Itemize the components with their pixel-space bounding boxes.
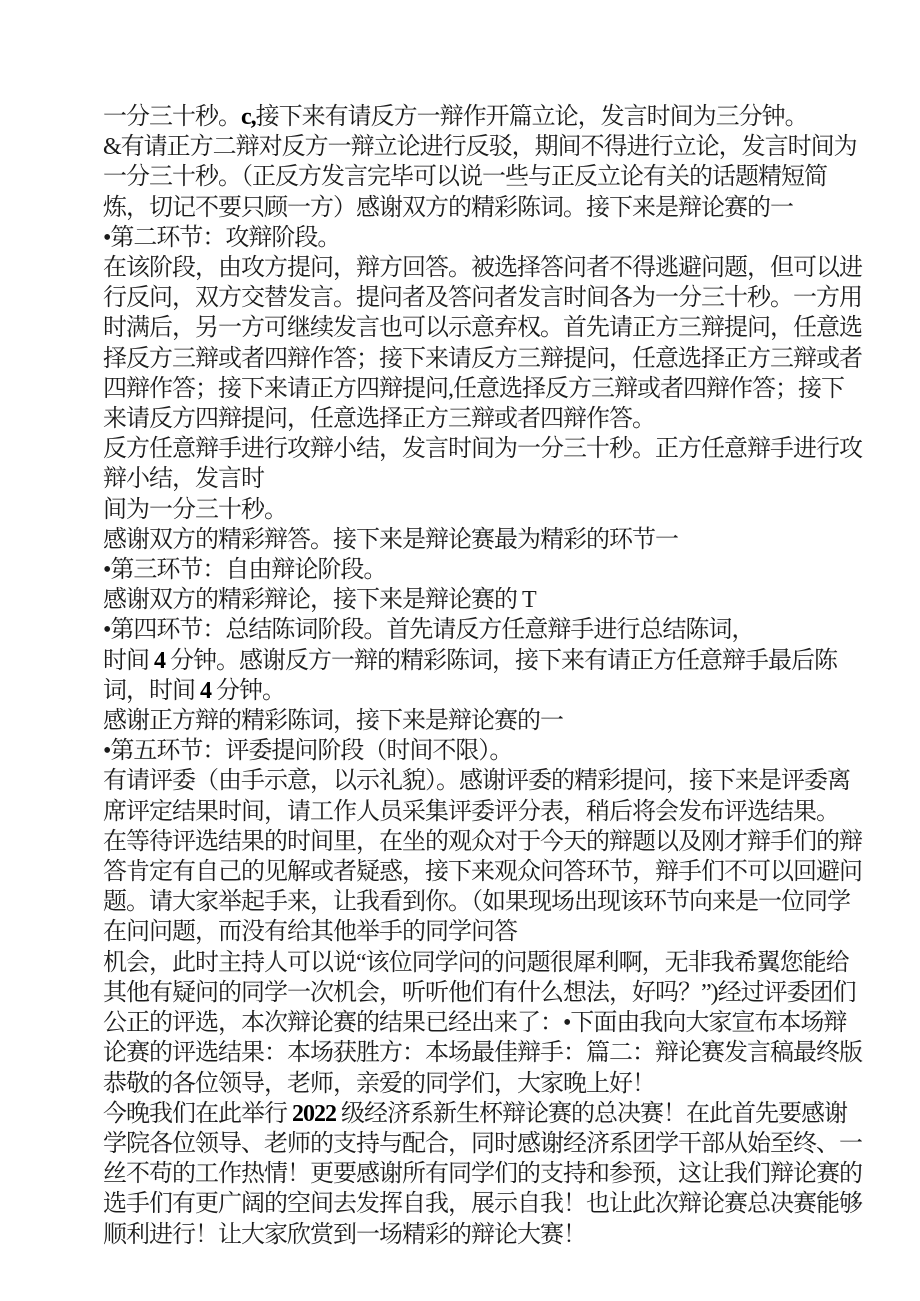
text-line xyxy=(103,917,870,947)
text-segment: 来请反方四辩提问，任意选择正方三辩或者四辩作答。 xyxy=(103,406,655,433)
text-line xyxy=(103,1038,870,1068)
text-line xyxy=(103,1069,870,1099)
text-line xyxy=(103,193,870,223)
text-segment: 分钟。感谢反方一辩的精彩陈词，接下来有请正方任意辩手最后陈 xyxy=(165,647,837,674)
text-line xyxy=(103,887,870,917)
text-line xyxy=(103,1099,870,1129)
text-segment: 级经济系新生杯辩论赛的总决赛！在此首先要感谢 xyxy=(336,1100,847,1127)
text-line xyxy=(103,253,870,283)
text-segment: 丝不苟的工作热情！更要感谢所有同学们的支持和参预，这让我们辩论赛的 xyxy=(103,1161,862,1188)
text-segment: •第二环节：攻辩阶段。 xyxy=(103,224,341,251)
text-line xyxy=(103,223,870,253)
text-line xyxy=(103,857,870,887)
text-segment: 炼，切记不要只顾一方）感谢双方的精彩陈词。接下来是辩论赛的一 xyxy=(103,194,793,221)
text-segment: •第五环节：评委提问阶段（时间不限）。 xyxy=(103,738,513,765)
text-segment: 顺利进行！让大家欣赏到一场精彩的辩论大赛！ xyxy=(103,1221,586,1248)
text-segment: 四辩作答；接下来请正方四辩提问,任意选择反方三辩或者四辩作答；接下 xyxy=(103,375,844,402)
text-segment: 在等待评选结果的时间里，在坐的观众对于今天的辩题以及刚才辩手们的辩 xyxy=(103,828,862,855)
text-segment: 在该阶段，由攻方提问，辩方回答。被选择答问者不得逃避问题，但可以进 xyxy=(103,255,862,282)
text-line xyxy=(103,615,870,645)
text-segment: 论赛的评选结果：本场获胜方：本场最佳辩手：篇二：辩论赛发言稿最终版 xyxy=(103,1040,862,1067)
text-segment: 恭敬的各位领导，老师，亲爱的同学们，大家晚上好！ xyxy=(103,1070,655,1097)
text-line xyxy=(103,495,870,525)
text-segment: 公正的评选，本次辩论赛的结果已经出来了：•下面由我向大家宣布本场辩 xyxy=(103,1010,847,1037)
text-line xyxy=(103,948,870,978)
bold-text-segment: 2022 xyxy=(292,1100,336,1127)
text-segment: 行反问，双方交替发言。提问者及答问者发言时间各为一分三十秒。一方用 xyxy=(103,285,862,312)
text-line xyxy=(103,1129,870,1159)
text-segment: 学院各位领导、老师的支持与配合，同时感谢经济系团学干部从始至终、一 xyxy=(103,1130,862,1157)
text-segment: •第三环节：自由辩论阶段。 xyxy=(103,557,387,584)
text-segment: 席评定结果时间，请工作人员采集评委评分表，稍后将会发布评选结果。 xyxy=(103,798,839,825)
text-line xyxy=(103,102,870,132)
text-line xyxy=(103,344,870,374)
text-segment: 答肯定有自己的见解或者疑惑，接下来观众问答环节，辩手们不可以回避问 xyxy=(103,859,862,886)
text-line xyxy=(103,978,870,1008)
text-line xyxy=(103,132,870,162)
text-segment: 有请评委（由手示意，以示礼貌）。感谢评委的精彩提问，接下来是评委离 xyxy=(103,768,850,795)
text-segment: 今晚我们在此举行 xyxy=(103,1100,292,1127)
text-segment: 感谢双方的精彩辩答。接下来是辩论赛最为精彩的环节一 xyxy=(103,526,678,553)
text-line xyxy=(103,1220,870,1250)
text-segment: 词，时间 xyxy=(103,677,200,704)
text-line xyxy=(103,555,870,585)
text-segment: 接下来有请反方一辩作开篇立论，发言时间为三分钟。 xyxy=(255,104,808,130)
text-segment: 时间 xyxy=(103,647,154,674)
text-line xyxy=(103,434,870,464)
text-line xyxy=(103,766,870,796)
text-line xyxy=(103,646,870,676)
text-segment: 时满后，另一方可继续发言也可以示意弃权。首先请正方三辩提问，任意选 xyxy=(103,315,862,342)
text-segment: 其他有疑问的同学一次机会，听听他们有什么想法，好吗？”)经过评委团们 xyxy=(103,979,856,1006)
text-segment: 择反方三辩或者四辩作答；接下来请反方三辩提问，任意选择正方三辩或者 xyxy=(103,345,862,372)
text-segment: 感谢正方辩的精彩陈词，接下来是辩论赛的一 xyxy=(103,708,563,735)
text-line xyxy=(103,313,870,343)
bold-text-segment: 4 xyxy=(200,677,211,704)
text-line xyxy=(103,736,870,766)
text-segment: &有请正方二辩对反方一辩立论进行反驳，期间不得进行立论，发言时间为 xyxy=(103,134,857,161)
text-segment: 感谢双方的精彩辩论，接下来是辩论赛的 T xyxy=(103,587,536,614)
text-segment: 反方任意辩手进行攻辩小结，发言时间为一分三十秒。正方任意辩手进行攻 xyxy=(103,436,862,463)
text-line xyxy=(103,464,870,494)
text-segment: •第四环节：总结陈词阶段。首先请反方任意辩手进行总结陈词， xyxy=(103,617,755,644)
document-text xyxy=(103,102,870,1250)
text-line xyxy=(103,827,870,857)
text-line xyxy=(103,797,870,827)
text-segment: 间为一分三十秒。 xyxy=(103,496,287,523)
text-line xyxy=(103,1189,870,1219)
text-segment: 选手们有更广阔的空间去发挥自我，展示自我！也让此次辩论赛总决赛能够 xyxy=(103,1191,862,1218)
text-segment: 一分三十秒。（正反方发言完毕可以说一些与正反立论有关的话题精短简 xyxy=(103,164,827,191)
text-line xyxy=(103,1008,870,1038)
text-line xyxy=(103,585,870,615)
text-line xyxy=(103,162,870,192)
text-line xyxy=(103,374,870,404)
text-segment: 分钟。 xyxy=(211,677,285,704)
text-line xyxy=(103,525,870,555)
bold-text-segment: 4 xyxy=(154,647,165,674)
text-segment: 机会，此时主持人可以说“该位同学问的问题很犀利啊，无非我希翼您能给 xyxy=(103,949,849,976)
text-line xyxy=(103,1159,870,1189)
text-line xyxy=(103,676,870,706)
text-line xyxy=(103,283,870,313)
text-line xyxy=(103,404,870,434)
text-line xyxy=(103,706,870,736)
text-segment: 在问问题，而没有给其他举手的同学问答 xyxy=(103,919,517,946)
text-segment: 辩小结，发言时 xyxy=(103,466,264,493)
text-segment: 题。请大家举起手来，让我看到你。（如果现场出现该环节向来是一位同学 xyxy=(103,889,850,916)
bold-text-segment: c, xyxy=(241,104,256,130)
text-segment: 一分三十秒。 xyxy=(103,104,241,130)
